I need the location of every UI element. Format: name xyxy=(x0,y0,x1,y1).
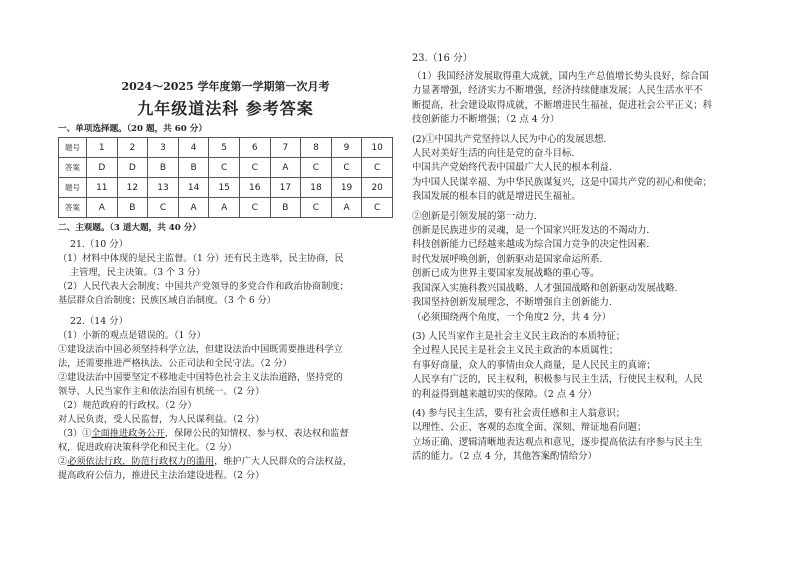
question-number: 20 xyxy=(362,178,393,198)
answer-cell: C xyxy=(209,158,240,178)
row-label: 题号 xyxy=(59,138,87,158)
answer-cell: B xyxy=(270,198,301,218)
question-number: 18 xyxy=(301,178,332,198)
answer-23-part-3 xyxy=(412,330,752,402)
underlined-keyphrase: 全面推进政务公开 xyxy=(91,428,165,439)
answer-line: 中国共产党始终代表中国最广大人民的根本利益. xyxy=(412,162,612,174)
answer-cell: C xyxy=(239,158,270,178)
question-number: 19 xyxy=(331,178,362,198)
question-number: 15 xyxy=(209,178,240,198)
question-number: 3 xyxy=(148,138,179,158)
question-number: 9 xyxy=(331,138,362,158)
question-number: 7 xyxy=(270,138,301,158)
answer-line: 全过程人民民主是社会主义民主政治的本质属性； xyxy=(412,345,619,357)
answer-cell: C xyxy=(362,198,393,218)
answer-line: 活的能力。（2 点 4 分，其他答案酌情给分） xyxy=(412,451,597,463)
answer-line: 创新已成为世界主要国家发展战略的重心等。 xyxy=(412,268,600,280)
row-label: 题号 xyxy=(59,178,87,198)
answer-cell: B xyxy=(178,158,209,178)
question-21-title: 21.（10 分） xyxy=(70,239,128,250)
answer-line: ①建设法治中国必须坚持科学立法，但建设法治中国既需要推进科学立 xyxy=(58,344,343,355)
document-title: 九年级道法科 参考答案 xyxy=(137,99,314,118)
answer-23-part-1 xyxy=(412,70,752,128)
answer-cell: A xyxy=(270,158,301,178)
row-label: 答案 xyxy=(59,158,87,178)
answer-cell: C xyxy=(148,198,179,218)
answer-line: （1）小新的观点是错误的。（1 分） xyxy=(58,330,206,341)
answer-cell: C xyxy=(301,198,332,218)
answer-line: 为中国人民谋幸福、为中华民族谋复兴，这是中国共产党的初心和使命； xyxy=(412,176,713,188)
answer-text: ，保障公民的知情权、参与权、表达权和监督 xyxy=(164,428,349,439)
answer-line: 立场正确、逻辑清晰地表达观点和意见，逐步提高依法有序参与民主生 xyxy=(412,436,703,448)
answer-line: ②建设法治中国要坚定不移地走中国特色社会主义法治道路，坚持党的 xyxy=(58,372,343,383)
underlined-keyphrase: 必须依法行政，防范行政权力的滥用 xyxy=(67,456,215,467)
answer-line: 科技创新能力已经越来越成为综合国力竞争的决定性因素. xyxy=(412,239,650,251)
answer-23-part-4 xyxy=(412,407,752,465)
answer-23-part-2b xyxy=(412,210,752,325)
answer-line: （2）规范政府的行政权。（2 分） xyxy=(58,400,197,411)
question-number: 4 xyxy=(178,138,209,158)
answer-cell: A xyxy=(178,198,209,218)
answer-cell: A xyxy=(87,198,118,218)
answer-line: ②创新是引领发展的第一动力. xyxy=(412,210,537,222)
section-1-heading: 一、单项选择题。（20 题，共 60 分） xyxy=(58,124,207,134)
table-row xyxy=(59,138,393,158)
question-number: 5 xyxy=(209,138,240,158)
exam-title: 2024～2025 学年度第一学期第一次月考 xyxy=(121,80,330,93)
answer-line: 领导、人民当家作主和依法治国有机统一。（2 分） xyxy=(58,386,265,397)
answer-line: 对人民负责，受人民监督，为人民谋利益。（2 分） xyxy=(58,414,265,425)
answer-cell: B xyxy=(148,158,179,178)
table-row xyxy=(59,198,393,218)
question-number: 13 xyxy=(148,178,179,198)
question-number: 12 xyxy=(117,178,148,198)
answer-line: (3) 人民当家作主是社会主义民主政治的本质特征； xyxy=(412,330,626,342)
answer-line: 我国发展的根本目的就是增进民生福祉。 xyxy=(412,191,581,203)
question-number: 17 xyxy=(270,178,301,198)
answer-line xyxy=(58,427,393,441)
answer-line: 主管理，民主决策。（3 个 3 分） xyxy=(70,267,206,278)
answer-cell: C xyxy=(239,198,270,218)
question-number: 6 xyxy=(239,138,270,158)
answer-prefix: ② xyxy=(58,456,68,467)
table-row xyxy=(59,158,393,178)
question-number: 8 xyxy=(301,138,332,158)
table-row xyxy=(59,178,393,198)
answer-line xyxy=(58,455,393,469)
answer-cell: A xyxy=(209,198,240,218)
answer-line: （必须围绕两个角度，一个角度2 分，共 4 分） xyxy=(412,311,611,323)
answer-table xyxy=(58,137,393,218)
section-2-heading: 二、主观题。（3 道大题，共 40 分） xyxy=(58,223,201,233)
answer-line: 的利益得到越来越切实的保障。（2 点 4 分） xyxy=(412,388,597,400)
answer-cell: D xyxy=(117,158,148,178)
answer-text: ，维护广大人民群众的合法权益， xyxy=(214,456,352,467)
answer-cell: C xyxy=(301,158,332,178)
answer-cell: C xyxy=(331,158,362,178)
question-number: 11 xyxy=(87,178,118,198)
question-22-title: 22.（14 分） xyxy=(70,316,128,327)
answer-line: 我国深入实施科教兴国战略、人才强国战略和创新驱动发展战略. xyxy=(412,282,678,294)
question-number: 16 xyxy=(239,178,270,198)
answer-line: 人民对美好生活的向往是党的奋斗目标. xyxy=(412,148,575,160)
answer-line: 以理性、公正、客观的态度全面、深刻、辩证地看问题； xyxy=(412,422,647,434)
answer-line: 断提高，社会建设取得成就，不断增进民生福祉，促进社会公平正义；科 xyxy=(412,99,713,111)
answer-line: 人民享有广泛的，民主权利，积极参与民主生活，行使民主权利，人民 xyxy=(412,374,703,386)
question-number: 14 xyxy=(178,178,209,198)
answer-prefix: （3）① xyxy=(58,428,92,439)
answer-line: 我国坚持创新发展理念，不断增强自主创新能力. xyxy=(412,297,612,309)
answer-cell: B xyxy=(117,198,148,218)
answer-line: 权，促进政府决策科学化和民主化。（2 分） xyxy=(58,442,237,453)
question-23-title: 23.（16 分） xyxy=(412,53,473,64)
answer-cell: D xyxy=(87,158,118,178)
answer-line: (2)①中国共产党坚持以人民为中心的发展思想. xyxy=(412,133,607,145)
answer-line: 有事好商量，众人的事情由众人商量，是人民民主的真谛； xyxy=(412,359,656,371)
question-number: 10 xyxy=(362,138,393,158)
answer-line: 基层群众自治制度；民族区域自治制度。（3 个 6 分） xyxy=(58,295,276,306)
question-number: 1 xyxy=(87,138,118,158)
answer-line: 技创新能力不断增强；（2 点 4 分） xyxy=(412,114,560,126)
answer-cell: C xyxy=(362,158,393,178)
answer-cell: A xyxy=(331,198,362,218)
left-column xyxy=(58,78,393,483)
answer-23-part-2 xyxy=(412,133,752,205)
answer-line: 力显著增强，经济实力不断增强，经济持续健康发展；人民生活水平不 xyxy=(412,85,703,97)
answer-line: 法，还需要推进严格执法、公正司法和全民守法。（2 分） xyxy=(58,358,292,369)
answer-line: (4) 参与民主生活，要有社会责任感和主人翁意识； xyxy=(412,407,626,419)
answer-line: 提高政府公信力，推进民主法治建设进程。（2 分） xyxy=(58,470,265,481)
answer-line: 时代发展呼唤创新，创新驱动是国家命运所系. xyxy=(412,253,603,265)
row-label: 答案 xyxy=(59,198,87,218)
answer-line: （1）我国经济发展取得重大成就，国内生产总值增长势头良好，综合国 xyxy=(412,71,709,82)
question-number: 2 xyxy=(117,138,148,158)
answer-line: 创新是民族进步的灵魂，是一个国家兴旺发达的不竭动力. xyxy=(412,225,650,237)
answer-line: （2）人民代表大会制度；中国共产党领导的多党合作和政治协商制度； xyxy=(58,281,349,292)
right-column xyxy=(412,50,752,465)
answer-line: （1）材料中体现的是民主监督。（1 分）还有民主选举，民主协商，民 xyxy=(58,253,344,264)
